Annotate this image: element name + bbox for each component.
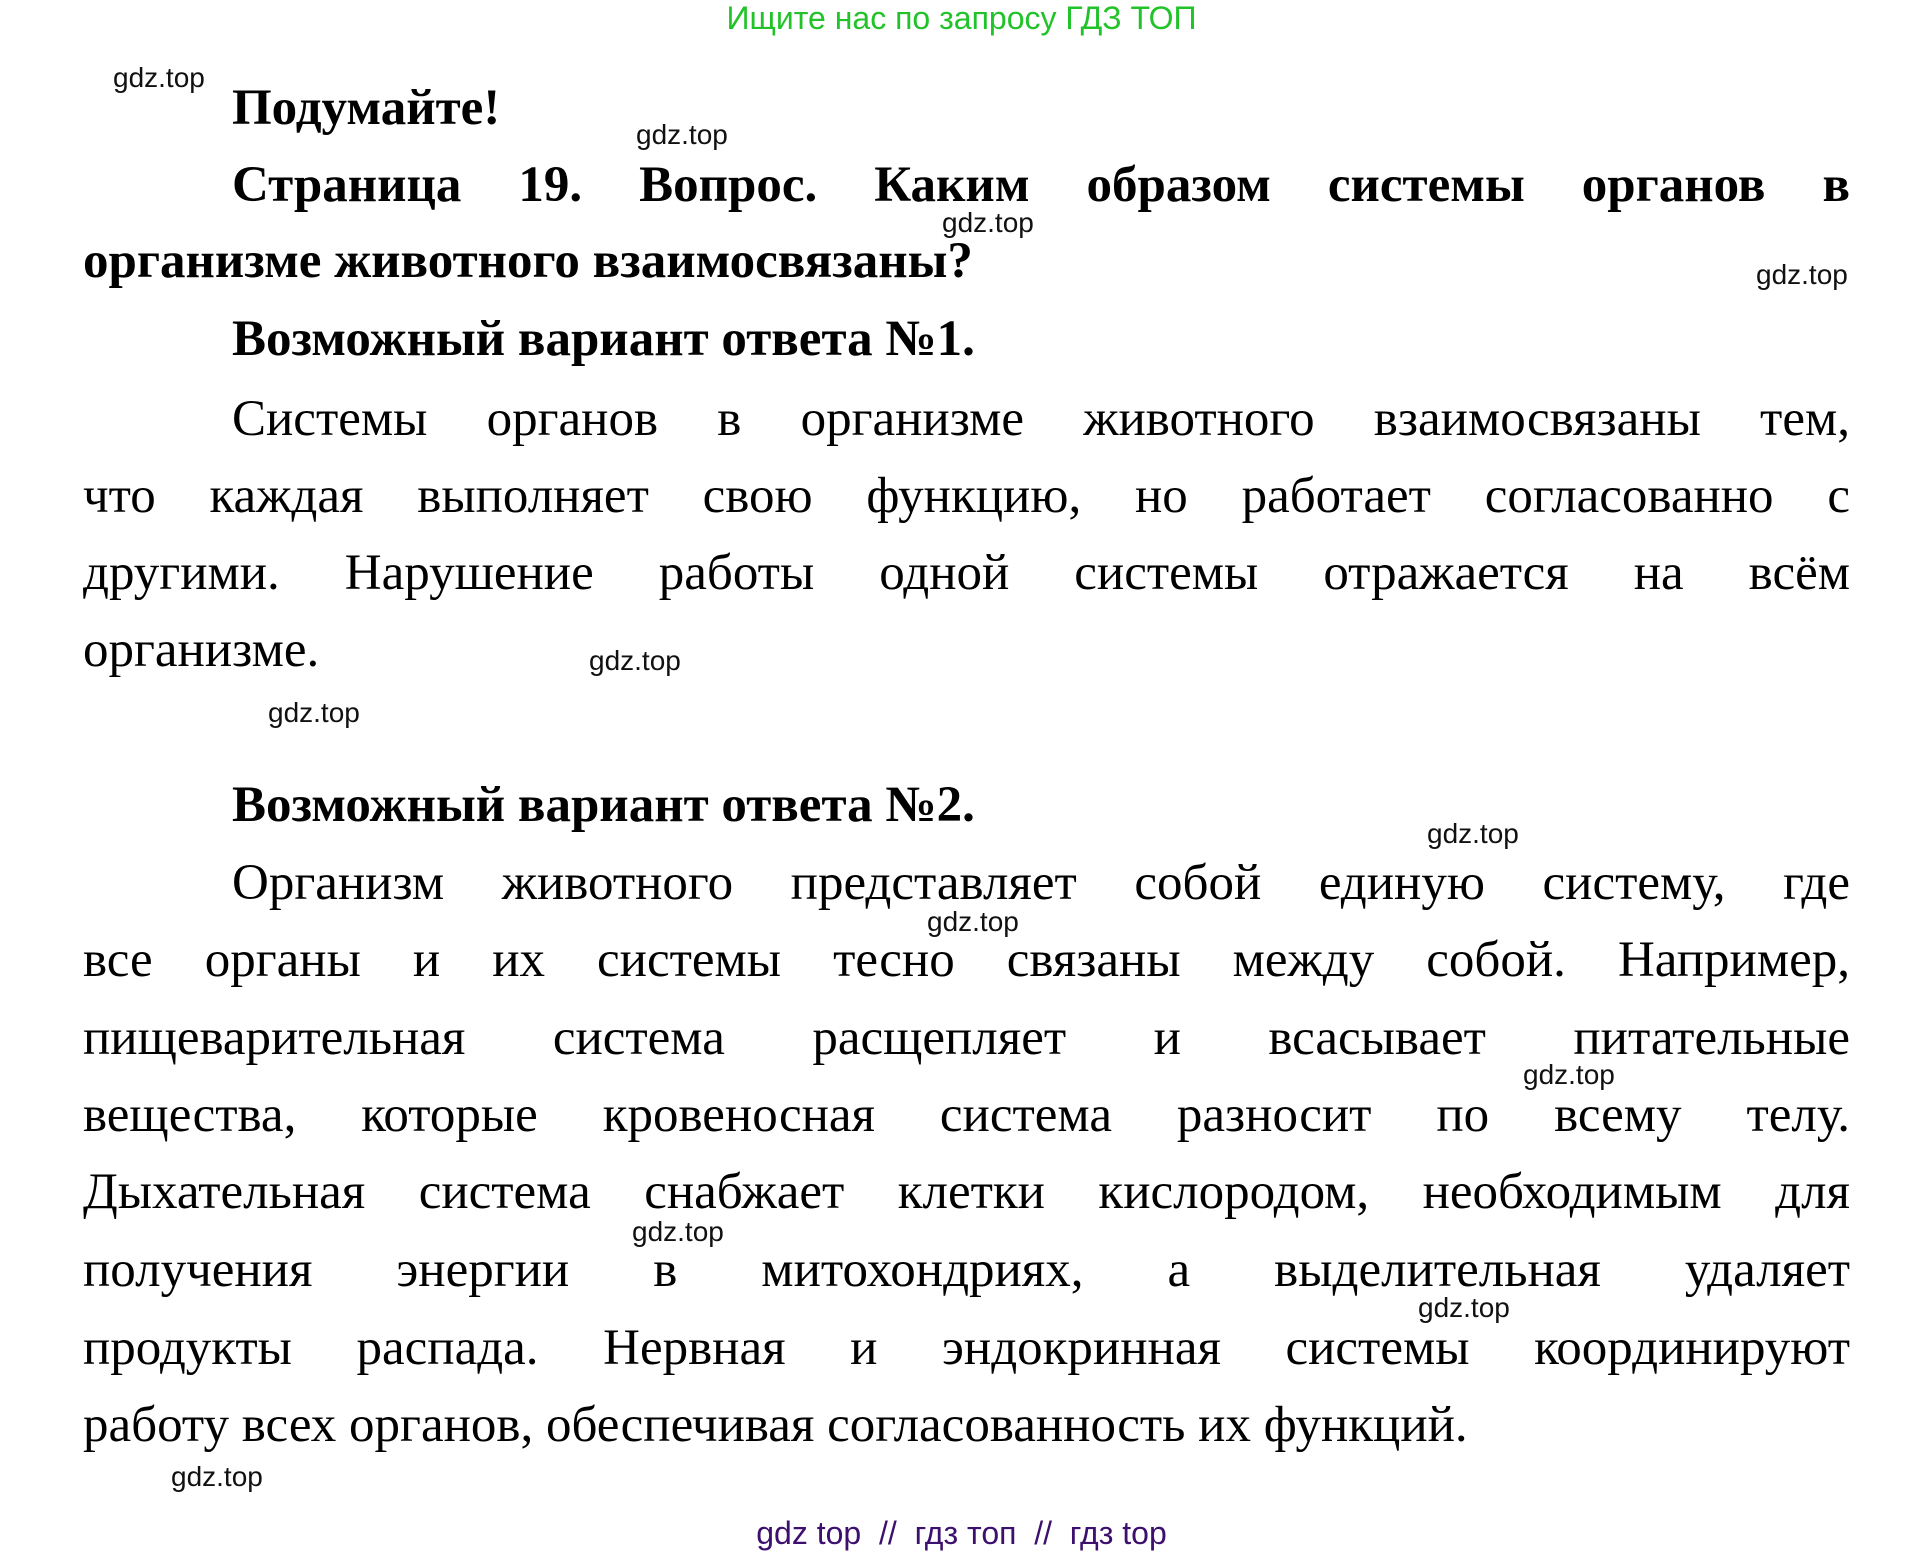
watermark: gdz.top bbox=[268, 697, 360, 728]
answer-1-title: Возможный вариант ответа №1. bbox=[232, 311, 975, 367]
watermark: gdz.top bbox=[1427, 818, 1519, 849]
answer-2-line: вещества, которые кровеносная система разносит по всему телу. bbox=[83, 1087, 1850, 1143]
answer-1-line: организме. bbox=[83, 622, 320, 678]
question-line-2: организме животного взаимосвязаны? bbox=[83, 233, 973, 289]
answer-2-line: Организм животного представляет собой единую систему, где bbox=[232, 855, 1850, 911]
footer-brand-text: gdz top // гдз топ // гдз top bbox=[756, 1515, 1167, 1551]
answer-2-line: пищеварительная система расщепляет и всасывает питательные bbox=[83, 1010, 1850, 1066]
watermark: gdz.top bbox=[171, 1461, 263, 1492]
watermark: gdz.top bbox=[1418, 1292, 1510, 1323]
answer-1-line: Системы органов в организме животного взаимосвязаны тем, bbox=[232, 391, 1850, 447]
watermark: gdz.top bbox=[113, 62, 205, 93]
answer-2-line: продукты распада. Нервная и эндокринная системы координируют bbox=[83, 1320, 1850, 1376]
answer-1-line: что каждая выполняет свою функцию, но работает согласованно с bbox=[83, 468, 1850, 524]
watermark: gdz.top bbox=[636, 119, 728, 150]
answer-2-line: Дыхательная система снабжает клетки кислородом, необходимым для bbox=[83, 1164, 1850, 1220]
answer-2-line: получения энергии в митохондриях, а выделительная удаляет bbox=[83, 1242, 1850, 1298]
answer-2-line: все органы и их системы тесно связаны между собой. Например, bbox=[83, 932, 1850, 988]
watermark: gdz.top bbox=[589, 645, 681, 676]
search-hint-banner: Ищите нас по запросу ГДЗ ТОП bbox=[726, 0, 1197, 36]
answer-1-line: другими. Нарушение работы одной системы отражается на всём bbox=[83, 545, 1850, 601]
watermark: gdz.top bbox=[1523, 1059, 1615, 1090]
answer-2-line: работу всех органов, обеспечивая согласованность их функций. bbox=[83, 1397, 1468, 1453]
section-title: Подумайте! bbox=[232, 80, 501, 136]
watermark: gdz.top bbox=[942, 207, 1034, 238]
watermark: gdz.top bbox=[1756, 259, 1848, 290]
question-line-1: Страница 19. Вопрос. Каким образом системы органов в bbox=[232, 157, 1850, 213]
answer-2-title: Возможный вариант ответа №2. bbox=[232, 777, 975, 833]
watermark: gdz.top bbox=[927, 906, 1019, 937]
watermark: gdz.top bbox=[632, 1216, 724, 1247]
